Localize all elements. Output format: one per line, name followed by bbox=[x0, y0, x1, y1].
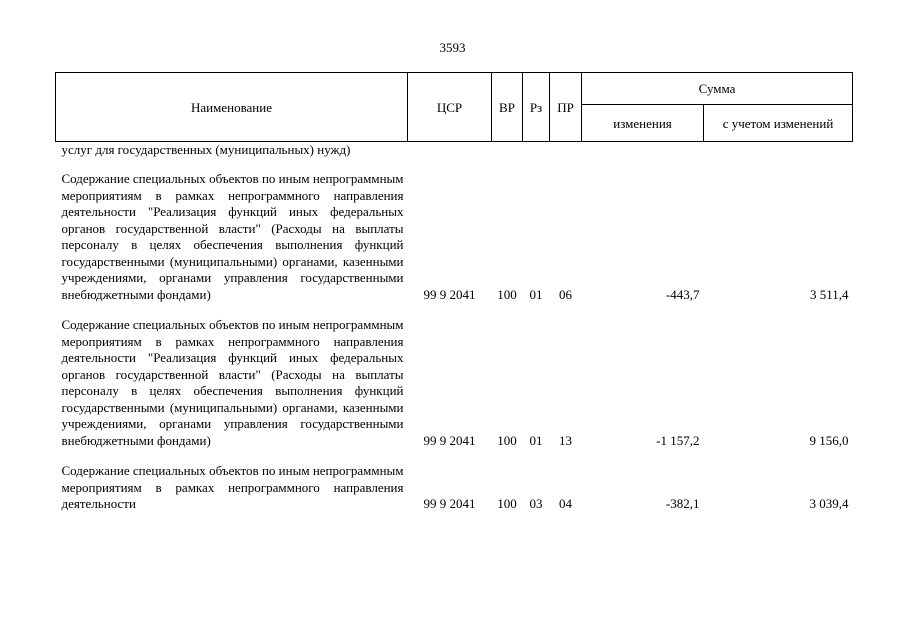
row-vr: 100 bbox=[497, 286, 517, 302]
row-total: 3 039,4 bbox=[809, 496, 849, 511]
row-spacer bbox=[56, 449, 853, 463]
row-spacer bbox=[56, 303, 853, 317]
table-row bbox=[56, 317, 853, 449]
row-csr: 99 9 2041 bbox=[423, 496, 476, 511]
header-pr: ПР bbox=[550, 73, 582, 142]
row-vr: 100 bbox=[497, 432, 517, 448]
page-number: 3593 bbox=[439, 40, 466, 55]
table-row bbox=[56, 463, 853, 513]
table-body bbox=[56, 142, 853, 513]
row-vr: 100 bbox=[497, 496, 517, 511]
header-name: Наименование bbox=[56, 73, 408, 142]
header-rz: Рз bbox=[523, 73, 550, 142]
row-change: -443,7 bbox=[665, 286, 700, 302]
table-row bbox=[56, 171, 853, 303]
row-rz: 01 bbox=[529, 432, 543, 448]
row-csr: 99 9 2041 bbox=[423, 432, 476, 448]
row-pr: 06 bbox=[559, 286, 572, 302]
budget-table bbox=[55, 72, 853, 513]
row-total: 3 511,4 bbox=[809, 286, 849, 302]
row-change: -382,1 bbox=[665, 496, 700, 511]
row-pr: 13 bbox=[559, 432, 572, 448]
row-name: Содержание специальных объектов по иным непрограммным мероприятиям в рамках непрограммного направления деятельности bbox=[61, 463, 404, 511]
table-header bbox=[56, 73, 853, 142]
header-csr: ЦСР bbox=[408, 73, 492, 142]
row-rz: 01 bbox=[529, 286, 543, 302]
row-spacer bbox=[56, 157, 853, 171]
continuation-text: услуг для государственных (муниципальных) нужд) bbox=[61, 142, 351, 157]
row-change: -1 157,2 bbox=[656, 432, 700, 448]
row-name: Содержание специальных объектов по иным непрограммным мероприятиям в рамках непрограммного направления деятельности "Реализация функций иных федеральных органов государственной власти" (Расходы на выплаты персоналу в целях обеспечения выполнения функций государственными (муниципальными) органами, казенными учреждениями, органами управления государственными внебюджетными фондами) bbox=[61, 317, 404, 448]
header-with-change: с учетом изменений bbox=[704, 105, 853, 142]
header-vr: ВР bbox=[492, 73, 523, 142]
row-pr: 04 bbox=[559, 496, 572, 511]
header-change: изменения bbox=[582, 105, 704, 142]
row-csr: 99 9 2041 bbox=[423, 286, 476, 302]
row-rz: 03 bbox=[529, 496, 543, 511]
continuation-row bbox=[56, 142, 853, 158]
row-total: 9 156,0 bbox=[809, 432, 849, 448]
row-name: Содержание специальных объектов по иным непрограммным мероприятиям в рамках непрограммного направления деятельности "Реализация функций иных федеральных органов государственной власти" (Расходы на выплаты персоналу в целях обеспечения выполнения функций государственными (муниципальными) органами, казенными учреждениями, органами управления государственными внебюджетными фондами) bbox=[61, 171, 404, 302]
header-sum: Сумма bbox=[582, 73, 853, 105]
